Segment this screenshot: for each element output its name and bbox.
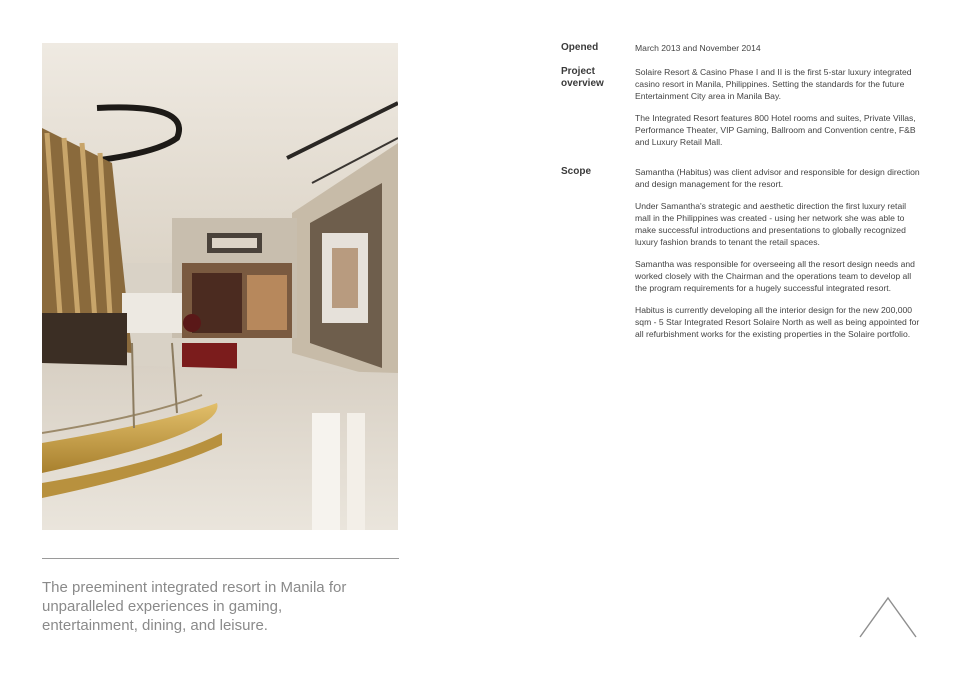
scope-paragraph: Habitus is currently developing all the interior design for the new 200,000 sqm - 5 Star Integrated Resort Solaire North as well as being appointed for all refurbishment works for the existing properties in the Solaire portfolio. [635, 305, 920, 339]
resort-interior-photo [42, 43, 398, 530]
opened-row [561, 42, 921, 54]
scope-row [561, 166, 921, 350]
project-details [561, 42, 921, 350]
scope-paragraph: Samantha (Habitus) was client advisor and responsible for design direction and design management for the resort. [635, 167, 920, 189]
scope-body [635, 166, 921, 350]
project-overview-paragraph: The Integrated Resort features 800 Hotel rooms and suites, Private Villas, Performance Theater, VIP Gaming, Ballroom and Convention centre, F&B and Luxury Retail Mall. [635, 113, 916, 147]
project-overview-label: Project overview [561, 66, 604, 89]
project-overview-paragraph: Solaire Resort & Casino Phase I and II is the first 5-star luxury integrated casino resort in Manila, Philippines. Setting the standards for the future Entertainment City area in Manila Bay. [635, 67, 912, 101]
project-overview-row [561, 66, 921, 158]
tagline: The preeminent integrated resort in Manila for unparalleled experiences in gaming, entertainment, dining, and leisure. [42, 579, 347, 634]
habitus-logo-icon [858, 596, 918, 638]
scope-paragraph: Samantha was responsible for overseeing all the resort design needs and worked closely with the Chairman and the operations team to develop all the program requirements for a hugely successful integrated resort. [635, 259, 915, 293]
scope-label: Scope [561, 166, 592, 177]
project-overview-body [635, 66, 921, 158]
opened-label: Opened [561, 42, 599, 53]
resort-interior-illustration [42, 43, 398, 530]
opened-value: March 2013 and November 2014 [635, 43, 761, 53]
divider-line [42, 558, 399, 559]
scope-paragraph: Under Samantha's strategic and aesthetic direction the first luxury retail mall in the Philippines was created - using her network she was able to make successful introductions and presentations to globally recognized luxury fashion brands to tenant the retail spaces. [635, 201, 907, 247]
